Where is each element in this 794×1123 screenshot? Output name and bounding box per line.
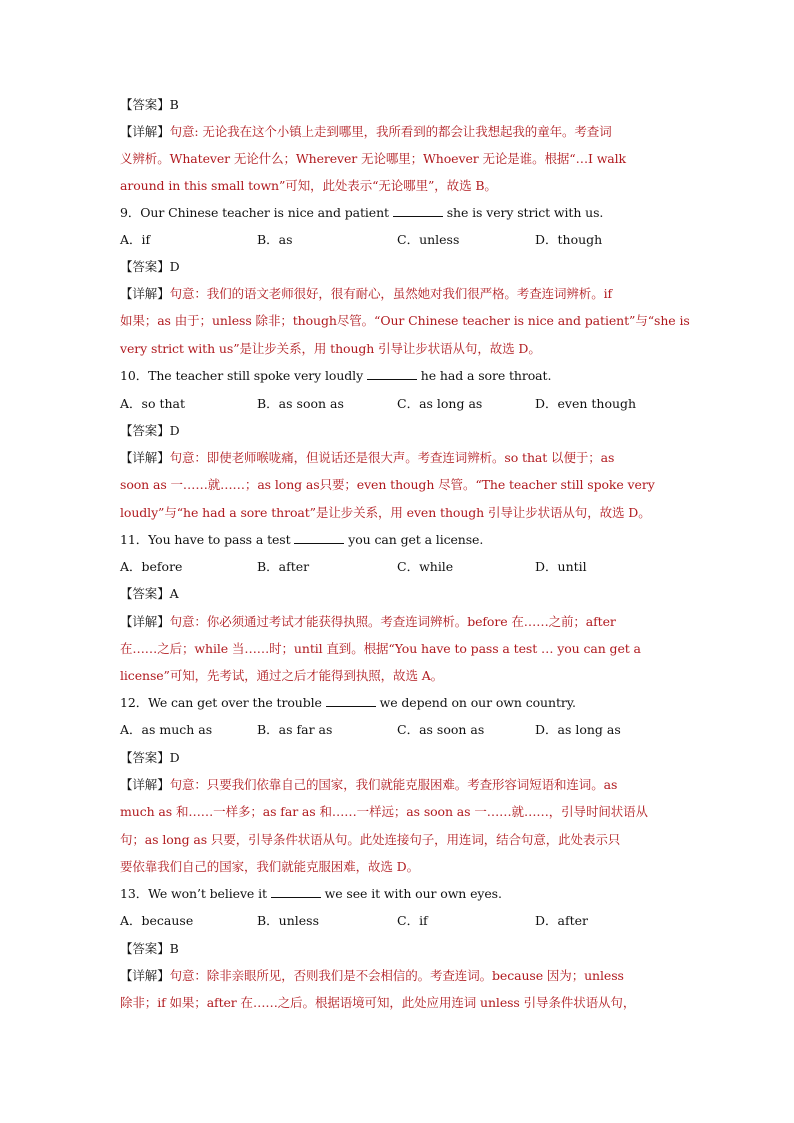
option-c: C．unless bbox=[397, 232, 460, 247]
detail-line: 【详解】句意：即使老师喉咙痛，但说话还是很大声。考查连词辨析。so that 以便于；as bbox=[120, 450, 615, 465]
detail-line: 如果；as 由于；unless 除非；though尽管。“Our Chinese teacher is nice and patient”与“she is bbox=[120, 313, 690, 328]
option-a: A．before bbox=[120, 559, 183, 574]
option-a: A．as much as bbox=[120, 722, 213, 737]
detail-line: 【详解】句意：除非亲眼所见，否则我们是不会相信的。考查连词。because 因为；unless bbox=[120, 968, 624, 983]
answer-line: 【答案】D bbox=[120, 259, 180, 274]
option-d: D．though bbox=[535, 232, 603, 247]
detail-text: 句意：除非亲眼所见，否则我们是不会相信的。考查连词。because 因为；unless bbox=[169, 968, 624, 983]
detail-line: 除非；if 如果；after 在……之后。根据语境可知，此处应用连词 unless 引导条件状语从句， bbox=[120, 995, 636, 1010]
option-a: A．if bbox=[120, 232, 151, 247]
detail-label: 【详解】 bbox=[120, 124, 170, 139]
option-b: B．after bbox=[257, 559, 310, 574]
detail-line: 在……之后；while 当……时；until 直到。根据“You have to pass a test … you can get a bbox=[120, 641, 641, 656]
detail-line: 句；as long as 只要，引导条件状语从句。此处连接句子，用连词，结合句意，此处表示只 bbox=[120, 832, 621, 847]
detail-line bbox=[120, 123, 612, 141]
question-12: 12．We can get over the trouble we depend on our own country. bbox=[120, 695, 576, 710]
detail-text: 句意：我们的语文老师很好，很有耐心，虽然她对我们很严格。考查连词辨析。if bbox=[169, 286, 613, 301]
detail-line: soon as 一……就……；as long as只要；even though 尽管。“The teacher still spoke very bbox=[120, 477, 655, 492]
option-a: A．because bbox=[120, 913, 194, 928]
detail-text: 句意: 无论我在这个小镇上走到哪里，我所看到的都会让我想起我的童年。考查词 bbox=[169, 124, 612, 139]
answer-line: 【答案】B bbox=[120, 97, 179, 112]
detail-line: much as 和……一样多；as far as 和……一样远；as soon as 一……就……，引导时间状语从 bbox=[120, 804, 648, 819]
detail-line: loudly”与“he had a sore throat”是让步关系，用 even though 引导让步状语从句，故选 D。 bbox=[120, 505, 651, 520]
option-c: C．as soon as bbox=[397, 722, 485, 737]
detail-line: very strict with us”是让步关系，用 though 引导让步状语从句，故选 D。 bbox=[120, 341, 541, 356]
detail-text: 句意：即使老师喉咙痛，但说话还是很大声。考查连词辨析。so that 以便于；as bbox=[169, 450, 615, 465]
option-a: A．so that bbox=[120, 396, 185, 411]
answer-line: 【答案】D bbox=[120, 423, 180, 438]
detail-line: 【详解】句意：只要我们依靠自己的国家，我们就能克服困难。考查形容词短语和连词。as bbox=[120, 777, 618, 792]
option-b: B．as far as bbox=[257, 722, 333, 737]
detail-line: 要依靠我们自己的国家，我们就能克服困难，故选 D。 bbox=[120, 859, 419, 874]
option-d: D．after bbox=[535, 913, 588, 928]
option-d: D．even though bbox=[535, 396, 637, 411]
question-9: 9．Our Chinese teacher is nice and patient she is very strict with us. bbox=[120, 205, 604, 220]
detail-line: 【详解】句意：我们的语文老师很好，很有耐心，虽然她对我们很严格。考查连词辨析。if bbox=[120, 286, 613, 301]
option-d: D．until bbox=[535, 559, 587, 574]
answer-blank bbox=[294, 532, 344, 544]
answer-line: 【答案】D bbox=[120, 750, 180, 765]
detail-line: around in this small town”可知，此处表示“无论哪里”，故选 B。 bbox=[120, 178, 497, 193]
option-b: B．as soon as bbox=[257, 396, 344, 411]
detail-line: 【详解】句意：你必须通过考试才能获得执照。考查连词辨析。before 在……之前；after bbox=[120, 614, 616, 629]
option-c: C．if bbox=[397, 913, 428, 928]
detail-line: 义辨析。Whatever 无论什么；Wherever 无论哪里；Whoever 无论是谁。根据“…I walk bbox=[120, 151, 627, 166]
detail-text: 句意：你必须通过考试才能获得执照。考查连词辨析。before 在……之前；after bbox=[169, 614, 616, 629]
option-b: B．as bbox=[257, 232, 293, 247]
option-d: D．as long as bbox=[535, 722, 621, 737]
option-b: B．unless bbox=[257, 913, 320, 928]
answer-blank bbox=[393, 205, 443, 217]
option-c: C．while bbox=[397, 559, 454, 574]
detail-text: 句意：只要我们依靠自己的国家，我们就能克服困难。考查形容词短语和连词。as bbox=[169, 777, 618, 792]
question-13: 13．We won’t believe it we see it with our own eyes. bbox=[120, 886, 502, 901]
answer-blank bbox=[326, 695, 376, 707]
answer-blank bbox=[367, 368, 417, 380]
detail-line: license”可知，先考试，通过之后才能得到执照，故选 A。 bbox=[120, 668, 444, 683]
answer-line: 【答案】B bbox=[120, 941, 179, 956]
answer-line: 【答案】A bbox=[120, 586, 179, 601]
question-10: 10．The teacher still spoke very loudly he had a sore throat. bbox=[120, 368, 552, 383]
question-11: 11．You have to pass a test you can get a license. bbox=[120, 532, 484, 547]
answer-blank bbox=[271, 886, 321, 898]
option-c: C．as long as bbox=[397, 396, 483, 411]
